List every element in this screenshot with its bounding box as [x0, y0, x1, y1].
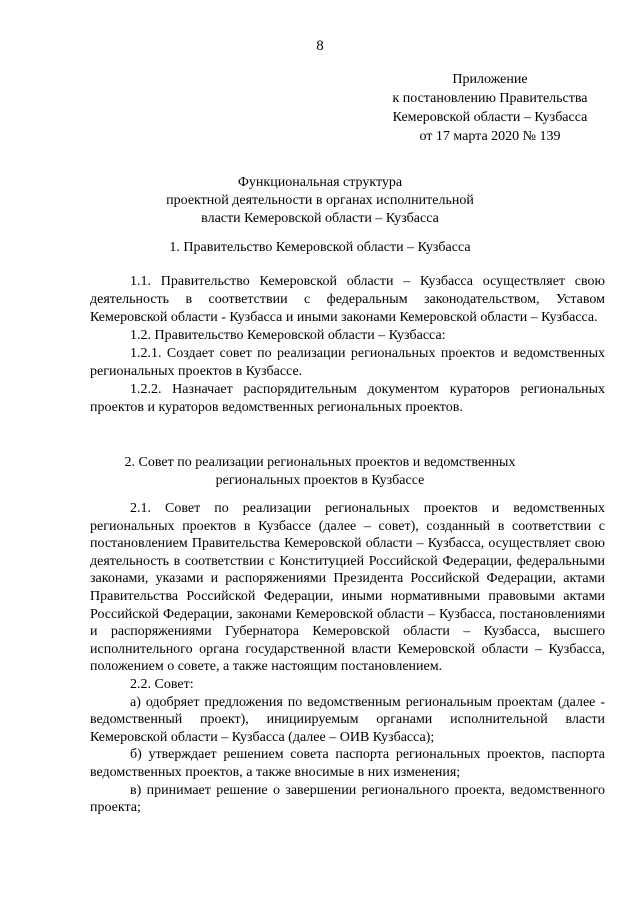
paragraph-2-1: 2.1. Совет по реализации региональных проектов и ведомственных региональных проектов в Кузбассе (далее – совет), созданный в соответствии с постановлением Правительства Кемеровской области – Кузбасса, осуществляет свою деятельность в соответствии с Конституцией Российской Федерации, федеральными законами, указами и распоряжениями Президента Российской Федерации, актами Правительства Российской Федерации, иными нормативными правовыми актами Российской Федерации, законами Кемеровской области – Кузбасса, постановлениями и распоряжениями Губернатора Кемеровской области – Кузбасса, высшего исполнительного органа государственной власти Кемеровской области – Кузбасса, положением о совете, а также настоящим постановлением. — [90, 501, 605, 675]
paragraph-1-1: 1.1. Правительство Кемеровской области – Кузбасса осуществляет свою деятельность в соответствии с федеральным законодательством, Уставом Кемеровской области - Кузбасса и иными законами Кемеровской области – Кузбасса. — [90, 274, 605, 325]
paragraph-2-2-c: в) принимает решение о завершении регионального проекта, ведомственного проекта; — [90, 782, 605, 816]
section-2-heading-line-1: 2. Совет по реализации региональных проектов и ведомственных — [124, 455, 516, 470]
annex-line-4: от 17 марта 2020 № 139 — [419, 129, 561, 144]
annex-block — [360, 70, 620, 146]
paragraph-2-2-b: б) утверждает решением совета паспорта региональных проектов, паспорта ведомственных проектов, а также вносимые в них изменения; — [90, 747, 605, 780]
annex-line-1: Приложение — [452, 72, 528, 87]
section-2-heading-line-2: региональных проектов в Кузбассе — [215, 473, 425, 488]
title-line-2: проектной деятельности в органах исполнительной — [166, 193, 474, 208]
title-line-1: Функциональная структура — [237, 175, 403, 190]
annex-line-2: к постановлению Правительства — [392, 91, 588, 106]
paragraph-1-2: 1.2. Правительство Кемеровской области – Кузбасса: — [130, 328, 446, 343]
section-1-body — [90, 273, 605, 417]
title-line-3: власти Кемеровской области – Кузбасса — [201, 211, 439, 226]
document-title — [150, 174, 490, 228]
paragraph-2-2-a: а) одобряет предложения по ведомственным региональным проектам (далее - ведомственный проект), инициируемым органами исполнительной власти Кемеровской области – Кузбасса (далее – ОИВ Кузбасса); — [90, 694, 605, 745]
paragraph-1-2-2: 1.2.2. Назначает распорядительным документом кураторов региональных проектов и кураторов ведомственных региональных проектов. — [90, 382, 605, 415]
section-1-heading: 1. Правительство Кемеровской области – Кузбасса — [169, 240, 471, 255]
section-2-body — [90, 500, 605, 817]
paragraph-2-2: 2.2. Совет: — [130, 676, 194, 692]
annex-line-3: Кемеровской области – Кузбасса — [392, 110, 588, 125]
page-number: 8 — [316, 38, 324, 54]
paragraph-1-2-1: 1.2.1. Создает совет по реализации региональных проектов и ведомственных региональных проектов в Кузбассе. — [90, 346, 605, 379]
section-2-heading — [120, 454, 520, 490]
